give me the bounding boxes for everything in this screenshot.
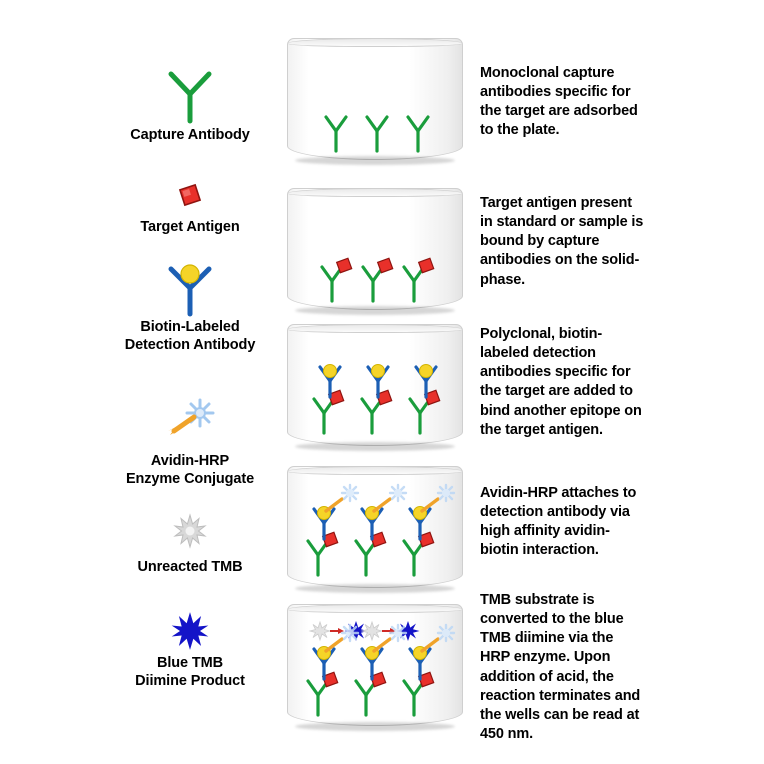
legend-label-line-1: Avidin-HRP xyxy=(150,453,230,469)
legend-label-line-2: Detection Antibody xyxy=(124,337,256,354)
legend-label xyxy=(60,654,320,690)
well-body xyxy=(287,38,463,160)
legend-label-line-2: Enzyme Conjugate xyxy=(125,471,255,488)
well-step-3-detection-antibody xyxy=(287,324,463,446)
well-shadow xyxy=(295,442,455,451)
well-body xyxy=(287,188,463,310)
well-shadow xyxy=(295,156,455,165)
caption-line: TMB substrate is xyxy=(480,592,595,608)
caption-line: antibodies specific for xyxy=(480,84,631,101)
caption-line: phase. xyxy=(480,271,526,288)
caption-line: Monoclonal capture xyxy=(480,65,615,81)
legend-label-line-1: Biotin-Labeled xyxy=(140,319,240,335)
caption-step-5-tmb-substrate xyxy=(480,591,670,744)
legend-label xyxy=(60,452,320,488)
legend-item-biotin-detection-antibody xyxy=(60,258,320,354)
legend-label-line-1: Blue TMB xyxy=(156,655,224,671)
caption-line: TMB diimine via the xyxy=(480,630,614,647)
caption-step-4-avidin-hrp xyxy=(480,484,670,561)
caption-line: bound by capture xyxy=(480,233,600,250)
caption-line: labeled detection xyxy=(480,345,596,362)
well-contents xyxy=(288,467,462,587)
caption-line: converted to the blue xyxy=(480,611,624,628)
caption-line: detection antibody via xyxy=(480,504,630,521)
caption-line: high affinity avidin- xyxy=(480,523,610,540)
caption-line: Avidin-HRP attaches to xyxy=(480,485,637,501)
antibody-green-icon xyxy=(60,66,320,126)
well-step-5-tmb-substrate xyxy=(287,604,463,726)
caption-line: antibodies on the solid- xyxy=(480,252,640,269)
caption-line: in standard or sample is xyxy=(480,214,644,231)
capture-antibody-group xyxy=(312,113,442,151)
caption-line: bind another epitope on xyxy=(480,402,642,419)
legend-item-avidin-hrp xyxy=(60,392,320,488)
tmb-blue-burst-icon xyxy=(60,608,320,654)
caption-line: the target antigen. xyxy=(480,421,603,438)
caption-step-1-coating xyxy=(480,64,670,141)
legend-label: Target Antigen xyxy=(140,219,240,235)
caption-line: HRP enzyme. Upon xyxy=(480,649,611,666)
caption-line: Polyclonal, biotin- xyxy=(480,326,603,342)
caption-line: addition of acid, the xyxy=(480,668,614,685)
avidin-hrp-burst-icon xyxy=(60,392,320,452)
caption-step-3-detection-antibody xyxy=(480,325,670,440)
tmb-conversion-group xyxy=(296,615,456,717)
sandwich-complex-group xyxy=(302,359,452,437)
legend-item-capture-antibody xyxy=(60,66,320,144)
well-contents xyxy=(288,605,462,725)
well-step-4-avidin-hrp xyxy=(287,466,463,588)
caption-line: 450 nm. xyxy=(480,725,533,742)
caption-line: biotin interaction. xyxy=(480,542,599,559)
caption-line: Target antigen present xyxy=(480,195,632,211)
caption-line: the target are added to xyxy=(480,383,633,400)
caption-line: the wells can be read at xyxy=(480,706,640,723)
caption-line: antibodies specific for xyxy=(480,364,631,381)
well-body xyxy=(287,604,463,726)
antibody-blue-biotin-icon xyxy=(60,258,320,318)
caption-line: the target are adsorbed xyxy=(480,103,638,120)
legend-item-unreacted-tmb xyxy=(60,512,320,576)
caption-step-2-antigen-binding xyxy=(480,194,670,290)
well-shadow xyxy=(295,584,455,593)
tmb-grey-burst-icon xyxy=(60,512,320,550)
caption-line: to the plate. xyxy=(480,122,560,139)
well-shadow xyxy=(295,722,455,731)
caption-line: reaction terminates and xyxy=(480,687,641,704)
legend-label: Capture Antibody xyxy=(130,127,250,143)
legend-item-target-antigen xyxy=(60,178,320,236)
well-shadow xyxy=(295,306,455,315)
well-step-1-coating xyxy=(287,38,463,160)
well-body xyxy=(287,466,463,588)
legend-label xyxy=(60,318,320,354)
legend-label-line-2: Diimine Product xyxy=(135,673,245,690)
well-body xyxy=(287,324,463,446)
legend-item-blue-tmb xyxy=(60,608,320,690)
well-contents xyxy=(288,189,462,309)
legend-label: Unreacted TMB xyxy=(137,559,243,575)
well-contents xyxy=(288,39,462,159)
avidin-hrp-complex-group xyxy=(298,487,454,579)
antigen-red-square-icon xyxy=(60,178,320,212)
antigen-bound-antibody-group xyxy=(310,257,446,301)
well-step-2-antigen-binding xyxy=(287,188,463,310)
well-contents xyxy=(288,325,462,445)
